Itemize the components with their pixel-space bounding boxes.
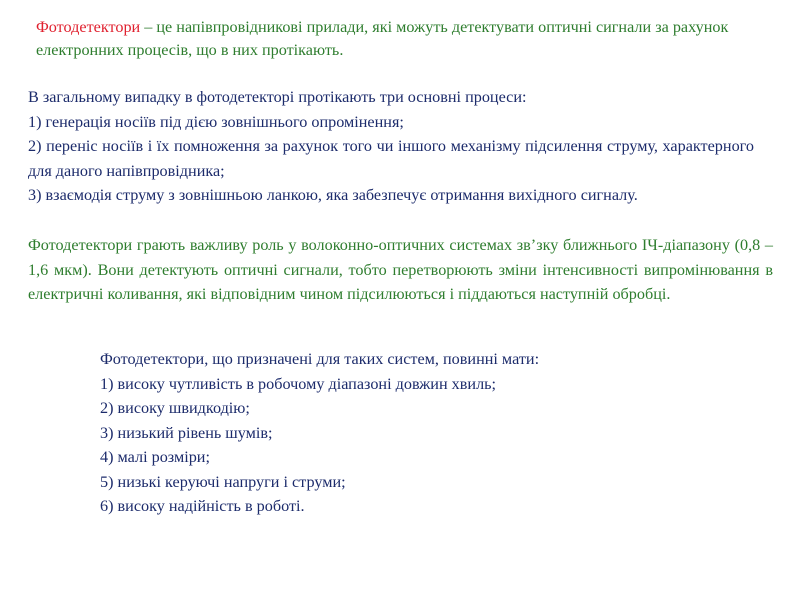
processes-heading: В загальному випадку в фотодетекторі протікають три основні процеси: [28, 88, 527, 106]
processes-section [28, 85, 754, 208]
role-paragraph: Фотодетектори грають важливу роль у волоконно-оптичних системах зв’зку ближнього ІЧ-діапазону (0,8 – 1,6 мкм). Вони детектують оптичні сигнали, тобто перетворюють зміни інтенсивності випромінювання в електричні коливання, які відповідним чином підсилюються і піддаються наступній обробці. [28, 236, 773, 303]
definition-text: – це напівпровідникові прилади, які можуть детектувати оптичні сигнали за рахунок електронних процесів, що в них протікають. [36, 18, 729, 59]
requirement-item-1: 1) високу чутливість в робочому діапазоні довжин хвиль; [100, 374, 497, 393]
process-item-1: 1) генерація носіїв під дією зовнішнього опромінення; [28, 112, 404, 131]
requirement-item-4: 4) малі розміри; [100, 448, 210, 466]
requirement-item-6: 6) високу надійність в роботі. [100, 497, 305, 515]
process-item-2: 2) переніс носіїв і їх помноження за рахунок того чи іншого механізму підсилення струму, характерного для даного напівпровідника; [28, 137, 754, 180]
requirement-item-2: 2) високу швидкодію; [100, 399, 250, 417]
process-item-3: 3) взаємодія струму з зовнішньою ланкою, яка забезпечує отримання вихідного сигналу. [28, 186, 638, 204]
requirement-item-3: 3) низький рівень шумів; [100, 423, 273, 442]
requirement-item-5: 5) низькі керуючі напруги і струми; [100, 472, 346, 491]
definition-paragraph [36, 16, 756, 62]
definition-term: Фотодетектори [36, 18, 141, 36]
requirements-heading: Фотодетектори, що призначені для таких систем, повинні мати: [100, 350, 540, 368]
requirements-section [100, 347, 700, 519]
